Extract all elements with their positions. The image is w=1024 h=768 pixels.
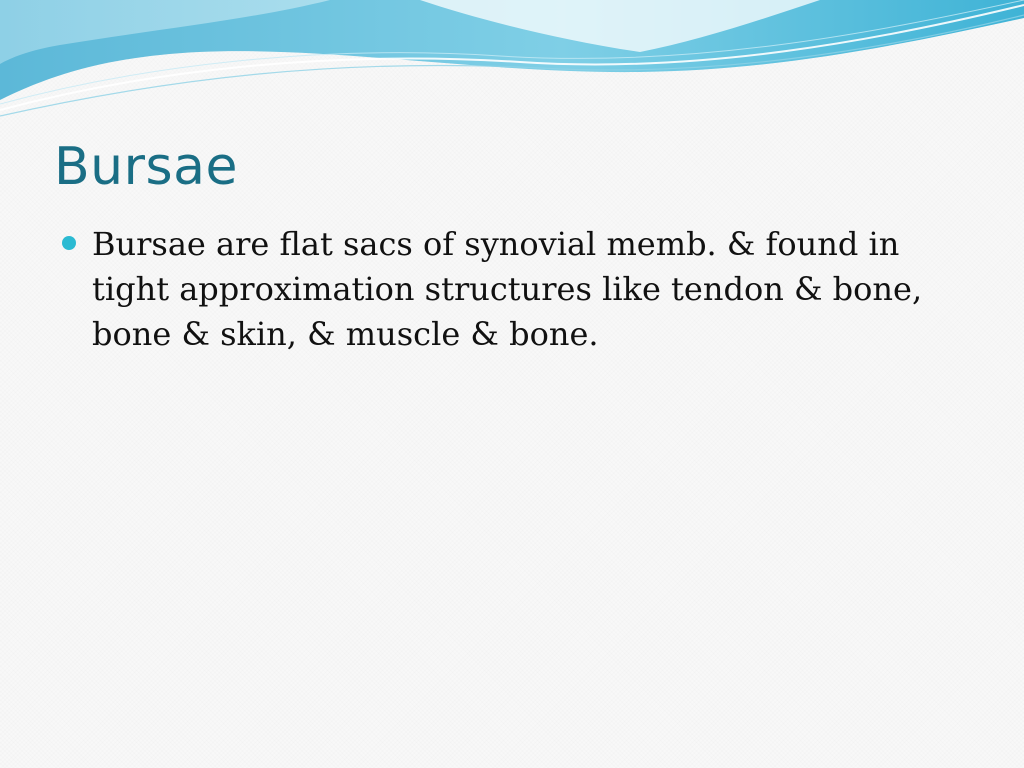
decorative-wave-header	[0, 0, 1024, 130]
bullet-list	[60, 222, 980, 357]
bullet-item	[60, 222, 980, 357]
bullet-dot-icon	[62, 236, 76, 250]
bullet-text: Bursae are flat sacs of synovial memb. & found in tight approximation structures like tendon & bone, bone & skin, & muscle & bone.	[92, 225, 923, 353]
slide-title: Bursae	[54, 137, 238, 197]
